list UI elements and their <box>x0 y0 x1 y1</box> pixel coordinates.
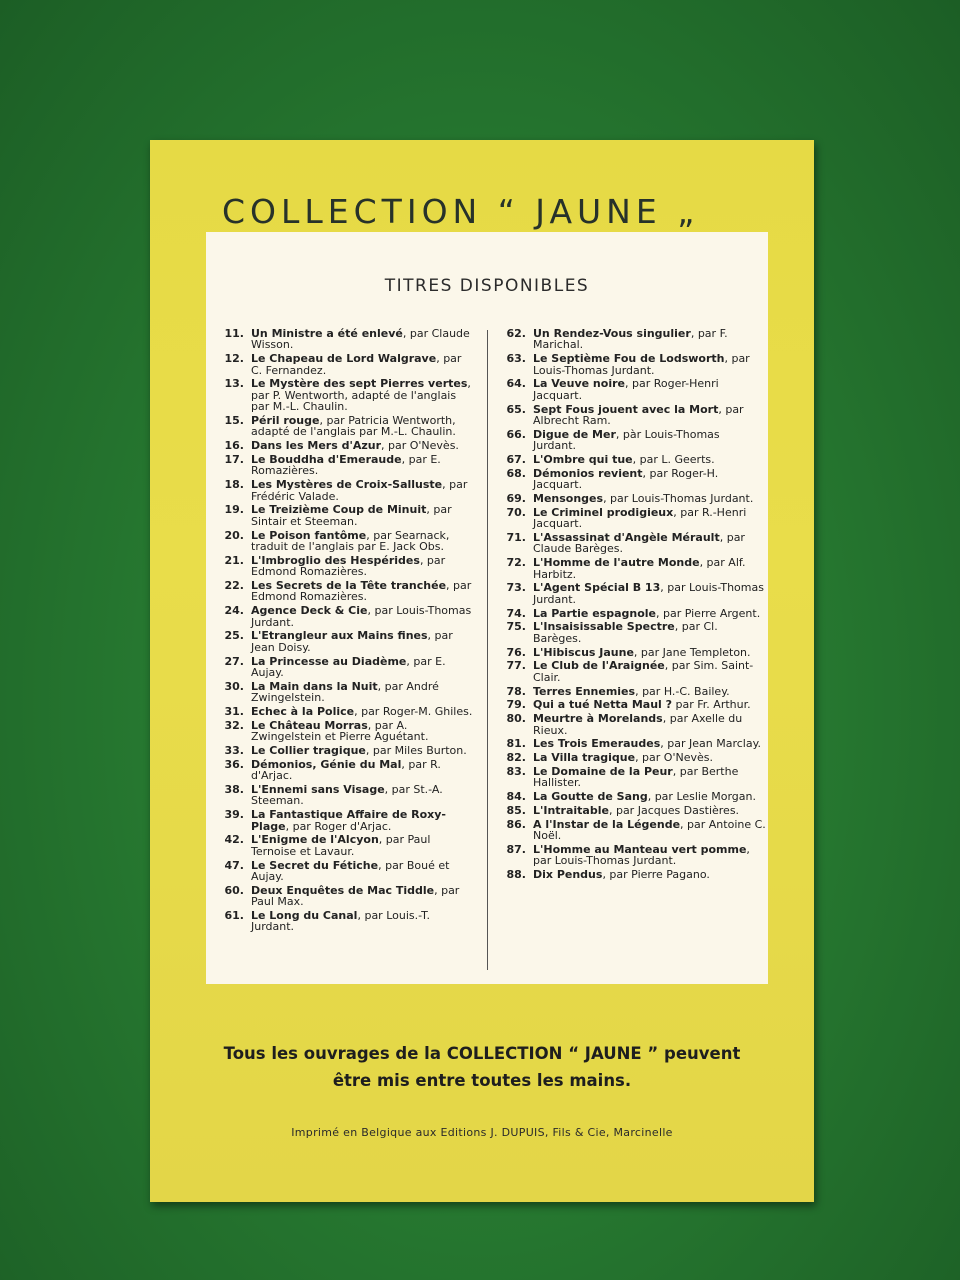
entry-title: L'Ombre qui tue <box>533 453 633 467</box>
entry-number: 24. <box>224 604 244 618</box>
list-item <box>214 328 476 351</box>
entry-title: La Partie espagnole <box>533 606 656 620</box>
column-divider <box>487 330 488 970</box>
entry-number: 68. <box>506 466 526 480</box>
entry-number: 64. <box>506 377 526 391</box>
entry-author: , par Louis-Thomas Jurdant. <box>533 581 764 606</box>
list-item <box>214 745 476 756</box>
entry-number: 76. <box>506 645 526 659</box>
entry-author: , par Edmond Romazières. <box>251 579 472 604</box>
list-item <box>214 784 476 807</box>
entry-title: Le Criminel prodigieux <box>533 505 674 519</box>
entry-title: Digue de Mer <box>533 427 616 441</box>
entry-number: 67. <box>506 453 526 467</box>
list-item <box>214 555 476 578</box>
entry-title: Deux Enquêtes de Mac Tiddle <box>251 883 435 897</box>
list-item <box>496 819 766 842</box>
footer-line-1: Tous les ouvrages de la COLLECTION “ JAUNE ” peuvent <box>223 1044 741 1063</box>
entry-title: L'Agent Spécial B 13 <box>533 581 661 595</box>
list-item <box>214 656 476 679</box>
entry-title: La Fantastique Affaire de Roxy-Plage <box>251 808 446 833</box>
list-item <box>496 493 766 504</box>
footer-note <box>150 1040 814 1094</box>
entry-number: 87. <box>506 843 526 857</box>
entry-author: , par Berthe Hallister. <box>533 765 739 790</box>
entry-author: , par E. Aujay. <box>251 654 446 680</box>
list-item <box>496 468 766 491</box>
entry-number: 75. <box>506 620 526 634</box>
list-item <box>214 834 476 857</box>
list-item <box>214 860 476 883</box>
entry-number: 63. <box>506 352 526 366</box>
right-column <box>496 328 766 883</box>
entry-author: , par R. d'Arjac. <box>251 757 441 783</box>
entry-number: 47. <box>224 858 244 872</box>
entry-title: Le Treizième Coup de Minuit <box>251 503 427 517</box>
entry-author: , pàr Louis-Thomas Jurdant. <box>533 427 720 453</box>
entry-number: 71. <box>506 531 526 545</box>
list-item <box>214 720 476 743</box>
entry-title: L'Hibiscus Jaune <box>533 645 634 659</box>
entry-title: Mensonges <box>533 492 604 506</box>
entry-author: , par O'Nevès. <box>381 439 459 453</box>
entry-author: , par P. Wentworth, adapté de l'anglais par M.-L. Chaulin. <box>251 377 471 414</box>
entry-author: , par Jean Marclay. <box>660 737 762 751</box>
list-item <box>496 647 766 658</box>
entry-number: 18. <box>224 478 244 492</box>
entry-number: 82. <box>506 751 526 765</box>
list-item <box>496 582 766 605</box>
entry-title: Les Secrets de la Tête tranchée <box>251 579 447 593</box>
entry-title: L'Insaisissable Spectre <box>533 620 675 634</box>
entry-title: Le Mystère des sept Pierres vertes <box>251 377 468 391</box>
entry-author: , par Albrecht Ram. <box>533 402 744 428</box>
entry-author: , par Jane Templeton. <box>633 645 751 659</box>
entry-author: , par Sim. Saint-Clair. <box>533 659 754 684</box>
entry-author: , par Claude Wisson. <box>251 327 470 352</box>
entry-author: , par André Zwingelstein. <box>251 679 439 705</box>
list-item <box>214 630 476 653</box>
entry-number: 70. <box>506 505 526 519</box>
entry-number: 83. <box>506 765 526 779</box>
list-item <box>496 557 766 580</box>
list-item <box>214 605 476 628</box>
entry-author: , par F. Marichal. <box>533 327 728 352</box>
list-item <box>496 378 766 401</box>
entry-title: Meurtre à Morelands <box>533 712 663 726</box>
entry-title: Le Collier tragique <box>251 744 366 758</box>
entry-title: La Princesse au Diadème <box>251 654 407 668</box>
entry-number: 72. <box>506 556 526 570</box>
entry-author: , par Claude Barèges. <box>533 531 745 556</box>
entry-number: 86. <box>506 817 526 831</box>
entry-number: 33. <box>224 744 244 758</box>
entry-number: 32. <box>224 718 244 732</box>
entry-title: La Villa tragique <box>533 751 636 765</box>
entry-number: 85. <box>506 804 526 818</box>
list-item <box>496 353 766 376</box>
list-item <box>496 869 766 880</box>
list-item <box>214 809 476 832</box>
entry-author: , par Miles Burton. <box>365 744 467 758</box>
entry-title: Qui a tué Netta Maul ? <box>533 698 673 712</box>
panel-heading: TITRES DISPONIBLES <box>384 276 590 296</box>
entry-author: , par Roger-M. Ghiles. <box>354 705 473 719</box>
entry-title: Le Poison fantôme <box>251 528 367 542</box>
entry-author: par Fr. Arthur. <box>672 698 751 712</box>
entry-title: Un Ministre a été enlevé <box>251 327 403 340</box>
entry-number: 77. <box>506 659 526 673</box>
list-item <box>214 530 476 553</box>
list-item <box>214 479 476 502</box>
collection-title: COLLECTION “ JAUNE „ <box>222 192 700 231</box>
entry-author: , par Pierre Argent. <box>656 606 761 620</box>
entry-author: , par Edmond Romazières. <box>251 553 446 579</box>
list-item <box>496 738 766 749</box>
entry-number: 80. <box>506 712 526 726</box>
list-item <box>496 805 766 816</box>
entry-title: L'Ennemi sans Visage <box>251 783 385 797</box>
entry-title: La Veuve noire <box>533 377 625 391</box>
printer-imprint: Imprimé en Belgique aux Editions J. DUPUIS, Fils & Cie, Marcinelle <box>291 1126 673 1139</box>
entry-title: A l'Instar de la Légende <box>533 817 681 831</box>
entry-number: 65. <box>506 402 526 416</box>
list-item <box>496 844 766 867</box>
entry-author: , par Louis-Thomas Jurdant. <box>603 492 754 506</box>
entry-number: 38. <box>224 783 244 797</box>
entry-title: L'Intraitable <box>533 804 609 818</box>
entry-author: , par Louis-Thomas Jurdant. <box>251 604 472 629</box>
entry-number: 17. <box>224 453 244 467</box>
entry-author: , par Paul Ternoise et Lavaur. <box>251 833 431 858</box>
list-item <box>496 454 766 465</box>
entry-title: Le Septième Fou de Lodsworth <box>533 352 725 366</box>
entry-title: Démonios, Génie du Mal <box>251 757 402 771</box>
entry-author: , par Patricia Wentworth, adapté de l'anglais par M.-L. Chaulin. <box>251 414 456 439</box>
entry-number: 15. <box>224 414 244 428</box>
entry-author: , par Boué et Aujay. <box>251 858 450 884</box>
entry-title: Echec à la Police <box>251 705 355 719</box>
entry-author: , par A. Zwingelstein et Pierre Aguétant. <box>251 718 429 744</box>
entry-title: Le Chapeau de Lord Walgrave <box>251 352 437 366</box>
entry-number: 61. <box>224 909 244 923</box>
entry-author: , par Louis.-T. Jurdant. <box>251 909 430 934</box>
list-item <box>214 681 476 704</box>
list-item <box>496 621 766 644</box>
entry-number: 16. <box>224 439 244 453</box>
entry-title: Le Secret du Fétiche <box>251 858 379 872</box>
entry-author: , par St.-A. Steeman. <box>251 783 443 808</box>
entry-author: , par Roger-H. Jacquart. <box>533 466 719 492</box>
list-item <box>496 608 766 619</box>
entry-number: 30. <box>224 679 244 693</box>
entry-number: 42. <box>224 833 244 847</box>
entry-title: L'Enigme de l'Alcyon <box>251 833 379 847</box>
list-item <box>496 766 766 789</box>
entry-author: , par Jacques Dastières. <box>608 804 740 818</box>
entry-number: 81. <box>506 737 526 751</box>
entry-author: , par Pierre Pagano. <box>602 868 710 882</box>
book-back-cover <box>150 140 814 1202</box>
entry-number: 79. <box>506 698 526 712</box>
list-item <box>214 415 476 438</box>
entry-title: Dix Pendus <box>533 868 603 882</box>
entry-author: , par O'Nevès. <box>635 751 713 765</box>
entry-title: Le Bouddha d'Emeraude <box>251 453 402 467</box>
entry-author: , par Louis-Thomas Jurdant. <box>533 843 750 868</box>
entry-title: Agence Deck & Cie <box>251 604 368 618</box>
entry-title: Terres Ennemies <box>533 684 636 698</box>
entry-number: 60. <box>224 883 244 897</box>
list-item <box>496 686 766 697</box>
entry-title: Péril rouge <box>251 414 320 428</box>
entry-title: Dans les Mers d'Azur <box>251 439 381 453</box>
entry-title: Le Long du Canal <box>251 909 358 923</box>
entry-author: , par E. Romazières. <box>251 453 441 478</box>
entry-number: 19. <box>224 503 244 517</box>
entry-number: 20. <box>224 528 244 542</box>
entry-author: , par Frédéric Valade. <box>251 478 468 503</box>
footer-line-2: être mis entre toutes les mains. <box>332 1071 632 1090</box>
entry-author: , par H.-C. Bailey. <box>635 684 730 698</box>
left-column <box>214 328 476 935</box>
entry-title: La Goutte de Sang <box>533 790 648 804</box>
list-item <box>496 429 766 452</box>
list-item <box>214 885 476 908</box>
entry-author: , par Jean Doisy. <box>251 629 453 654</box>
entry-title: L'Assassinat d'Angèle Mérault <box>533 531 720 545</box>
list-item <box>496 660 766 683</box>
list-item <box>214 454 476 477</box>
list-item <box>496 791 766 802</box>
entry-number: 62. <box>506 327 526 340</box>
entry-number: 12. <box>224 352 244 366</box>
entry-number: 21. <box>224 553 244 567</box>
entry-author: , par Roger d'Arjac. <box>285 819 392 833</box>
entry-number: 27. <box>224 654 244 668</box>
entry-author: , par Paul Max. <box>251 883 460 909</box>
entry-title: Les Mystères de Croix-Salluste <box>251 478 443 492</box>
entry-number: 36. <box>224 757 244 771</box>
list-item <box>496 507 766 530</box>
entry-number: 74. <box>506 606 526 620</box>
entry-title: Un Rendez-Vous singulier <box>533 327 691 340</box>
entry-title: Le Château Morras <box>251 718 368 732</box>
entry-number: 39. <box>224 808 244 822</box>
entry-author: , par Louis-Thomas Jurdant. <box>533 352 750 377</box>
entry-author: , par L. Geerts. <box>632 453 715 467</box>
list-item <box>496 713 766 736</box>
list-item <box>214 378 476 412</box>
entry-title: Le Club de l'Araignée <box>533 659 665 673</box>
entry-number: 78. <box>506 684 526 698</box>
entry-number: 22. <box>224 579 244 593</box>
entry-number: 66. <box>506 427 526 441</box>
list-item <box>214 580 476 603</box>
entry-author: , par R.-Henri Jacquart. <box>533 505 747 531</box>
list-item <box>214 353 476 376</box>
entry-title: Sept Fous jouent avec la Mort <box>533 402 719 416</box>
entry-author: , par Roger-Henri Jacquart. <box>533 377 719 402</box>
entry-author: , par Searnack, traduit de l'anglais par E. Jack Obs. <box>251 528 450 554</box>
entry-number: 88. <box>506 868 526 882</box>
entry-number: 84. <box>506 790 526 804</box>
list-item <box>214 759 476 782</box>
entry-author: , par Cl. Barèges. <box>533 620 718 645</box>
list-item <box>214 440 476 451</box>
list-item <box>214 706 476 717</box>
entry-title: Démonios revient <box>533 466 643 480</box>
entry-author: , par C. Fernandez. <box>251 352 462 377</box>
entry-author: , par Antoine C. Noël. <box>533 817 766 843</box>
entry-author: , par Leslie Morgan. <box>647 790 756 804</box>
list-item <box>214 910 476 933</box>
entry-title: L'Homme au Manteau vert pomme <box>533 843 747 857</box>
entry-title: Les Trois Emeraudes <box>533 737 661 751</box>
list-item <box>496 699 766 710</box>
entry-title: La Main dans la Nuit <box>251 679 378 693</box>
list-item <box>214 504 476 527</box>
entry-number: 73. <box>506 581 526 595</box>
entry-author: , par Sintair et Steeman. <box>251 503 452 528</box>
list-item <box>496 532 766 555</box>
entry-title: L'Homme de l'autre Monde <box>533 556 700 570</box>
entry-title: L'Etrangleur aux Mains fines <box>251 629 428 643</box>
list-item <box>496 328 766 351</box>
list-item <box>496 404 766 427</box>
entry-number: 13. <box>224 377 244 391</box>
entry-number: 69. <box>506 492 526 506</box>
entry-number: 25. <box>224 629 244 643</box>
list-item <box>496 752 766 763</box>
entry-author: , par Alf. Harbitz. <box>533 556 746 581</box>
titles-panel <box>206 232 768 984</box>
entry-author: , par Axelle du Rieux. <box>533 712 743 737</box>
entry-number: 11. <box>224 327 244 340</box>
entry-number: 31. <box>224 705 244 719</box>
entry-title: Le Domaine de la Peur <box>533 765 673 779</box>
entry-title: L'Imbroglio des Hespérides <box>251 553 420 567</box>
